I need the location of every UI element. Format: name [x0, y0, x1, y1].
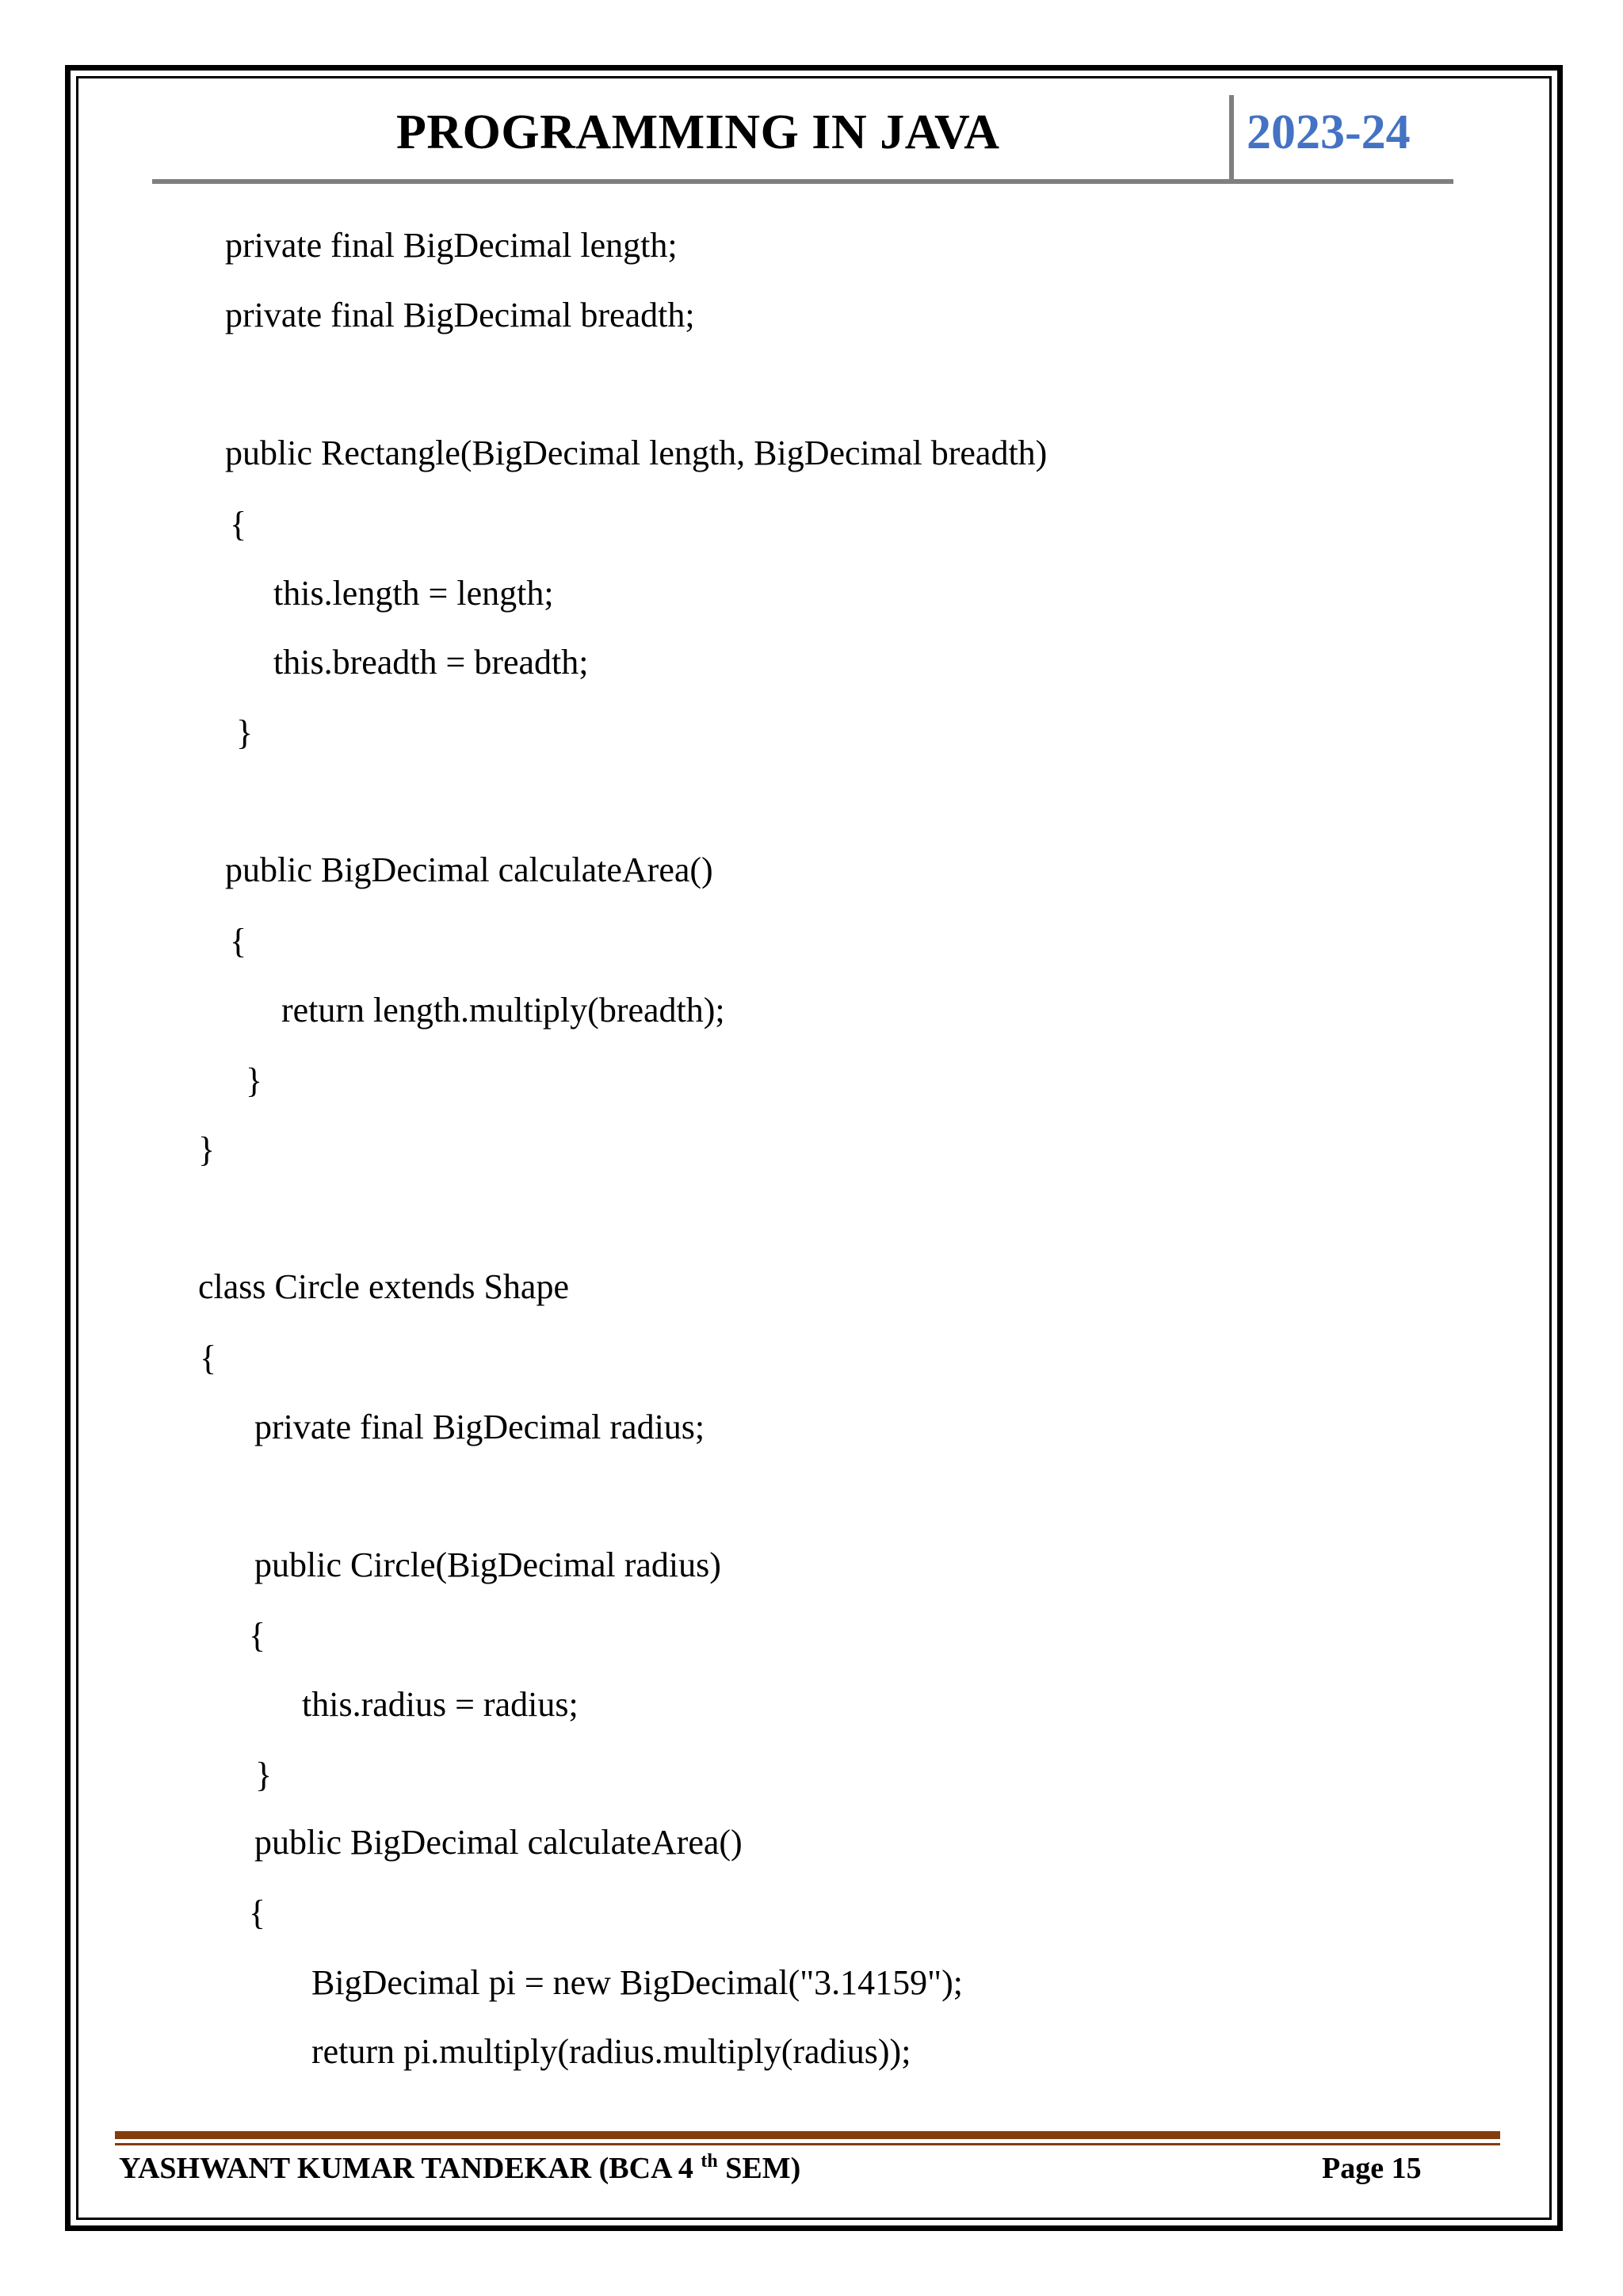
- code-line: return length.multiply(breadth);: [281, 991, 725, 1030]
- code-line: this.breadth = breadth;: [273, 643, 589, 682]
- header-divider: [1229, 95, 1234, 182]
- header-rule: [152, 179, 1453, 184]
- footer-author-sup: th: [701, 2151, 718, 2172]
- page-title: PROGRAMMING IN JAVA: [396, 105, 1000, 159]
- footer-rule: [115, 2131, 1500, 2139]
- code-line: }: [246, 1061, 263, 1100]
- page-border-inner: [76, 76, 1552, 2220]
- code-line: {: [200, 1339, 217, 1377]
- page-number: Page 15: [1322, 2152, 1422, 2185]
- code-line: {: [230, 922, 247, 961]
- footer-author-suffix: SEM): [717, 2152, 801, 2185]
- code-line: public BigDecimal calculateArea(): [254, 1823, 743, 1862]
- code-line: }: [198, 1130, 216, 1169]
- code-line: private final BigDecimal radius;: [254, 1408, 705, 1446]
- code-line: }: [236, 713, 254, 752]
- code-line: return pi.multiply(radius.multiply(radius));: [311, 2032, 911, 2071]
- code-line: public Rectangle(BigDecimal length, BigDecimal breadth): [225, 434, 1048, 472]
- code-line: BigDecimal pi = new BigDecimal("3.14159");: [311, 1963, 964, 2002]
- code-line: public Circle(BigDecimal radius): [254, 1545, 721, 1584]
- code-line: private final BigDecimal breadth;: [225, 296, 695, 334]
- code-line: private final BigDecimal length;: [225, 226, 678, 265]
- footer-author: [119, 2151, 800, 2186]
- code-line: }: [255, 1755, 273, 1794]
- code-line: {: [249, 1893, 266, 1932]
- code-line: public BigDecimal calculateArea(): [225, 850, 713, 889]
- code-line: class Circle extends Shape: [198, 1267, 569, 1306]
- code-line: this.length = length;: [273, 574, 554, 613]
- code-line: {: [230, 505, 247, 544]
- code-line: this.radius = radius;: [302, 1685, 579, 1724]
- code-line: {: [249, 1616, 266, 1655]
- academic-year: 2023-24: [1247, 105, 1411, 159]
- footer-rule-thin: [115, 2143, 1500, 2145]
- footer-author-prefix: YASHWANT KUMAR TANDEKAR (BCA 4: [119, 2152, 701, 2185]
